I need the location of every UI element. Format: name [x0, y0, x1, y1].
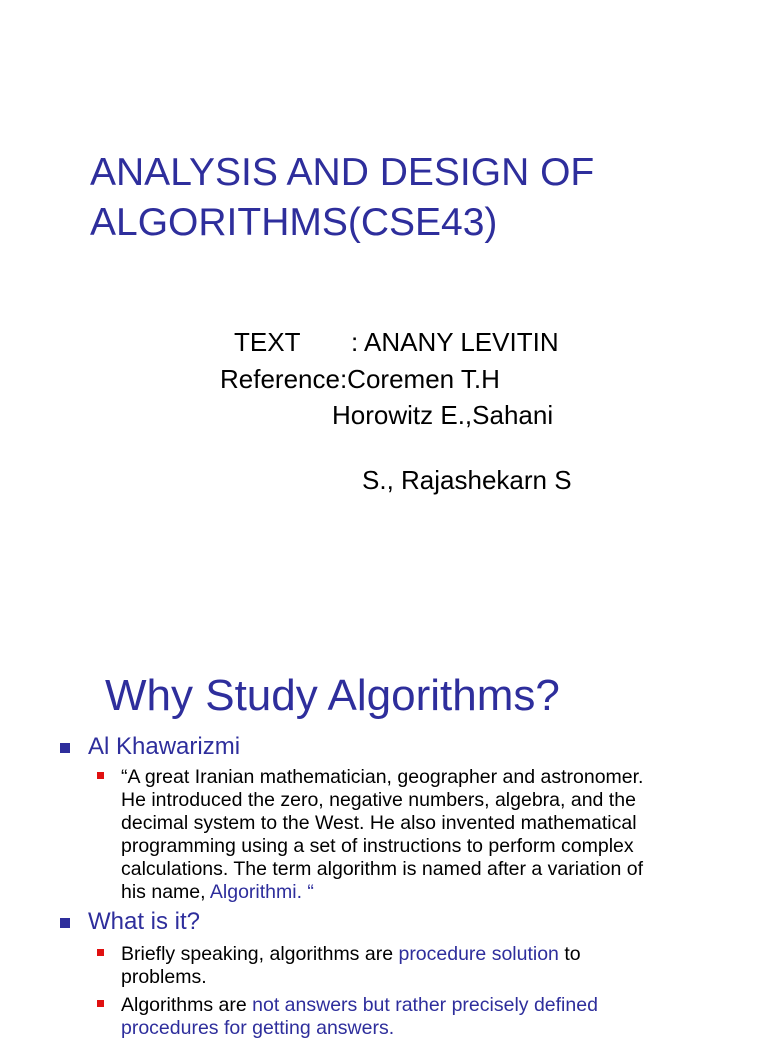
algorithms-highlight: not answers but rather precisely defined [252, 994, 598, 1016]
text-value: : ANANY LEVITIN [351, 327, 559, 357]
square-bullet-icon [97, 1000, 104, 1007]
slide-heading: Why Study Algorithms? [105, 671, 560, 720]
reference-line-3: S., Rajashekarn S [362, 465, 572, 495]
quote-line-5: calculations. The term algorithm is named after a variation of [121, 858, 644, 880]
quote-line-6 [121, 881, 314, 904]
course-title [90, 148, 750, 248]
sub-list-item-algorithms-are [97, 994, 747, 1044]
briefly-prefix: Briefly speaking, algorithms are [121, 943, 399, 965]
quote-line-3: decimal system to the West. He also invented mathematical [121, 812, 637, 834]
algorithms-line-1 [121, 994, 598, 1017]
sub-list-item-quote [97, 766, 747, 906]
briefly-suffix: to [558, 943, 581, 965]
quote-line-4: programming using a set of instructions to perform complex [121, 835, 634, 857]
square-bullet-icon [60, 743, 70, 753]
reference-line: Reference:Coremen T.H [220, 364, 500, 394]
text-book-line [234, 327, 559, 357]
text-label: TEXT [234, 327, 301, 357]
quote-line-2: He introduced the zero, negative numbers, algebra, and the [121, 789, 636, 811]
list-item-label: Al Khawarizmi [88, 733, 241, 760]
list-item-al-khawarizmi [60, 733, 460, 761]
list-item-label: What is it? [88, 908, 201, 935]
briefly-line-2: problems. [121, 966, 207, 988]
square-bullet-icon [60, 918, 70, 928]
quote-highlight: Algorithmi. “ [209, 881, 314, 903]
course-title-line-1: ANALYSIS AND DESIGN OF [90, 151, 595, 194]
sub-list-item-briefly [97, 943, 747, 993]
briefly-line-1 [121, 943, 581, 966]
reference-line-2: Horowitz E.,Sahani [332, 400, 554, 430]
quote-line-1: “A great Iranian mathematician, geographer and astronomer. [121, 766, 644, 788]
algorithms-line-2: procedures for getting answers. [121, 1017, 395, 1039]
square-bullet-icon [97, 949, 104, 956]
algorithms-prefix: Algorithms are [121, 994, 253, 1016]
square-bullet-icon [97, 772, 104, 779]
quote-line-6-text: his name, [121, 881, 210, 903]
course-title-line-2: ALGORITHMS(CSE43) [90, 201, 498, 244]
list-item-what-is-it [60, 908, 460, 936]
briefly-highlight: procedure solution [398, 943, 559, 965]
